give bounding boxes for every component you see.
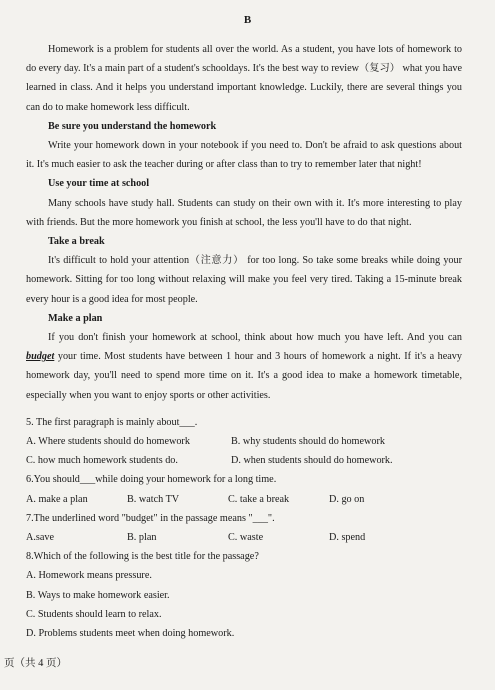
- question-5-options-row2: [26, 451, 462, 470]
- question-6-options: [26, 490, 462, 509]
- q8-option-a: A. Homework means pressure.: [26, 570, 152, 582]
- q5-option-d: D. when students should do homework.: [231, 455, 393, 467]
- q8-option-c: C. Students should learn to relax.: [26, 608, 162, 620]
- q6-option-a: A. make a plan: [26, 493, 88, 505]
- paragraph-5-end: your time. Most students have between 1 hour and 3 hours of homework a night. If it's a heavy homework day, you'll need to spend more time on it. It's a good idea to make a homework timetable, especially when you want to enjoy sports or other activities.: [26, 351, 462, 401]
- q6-option-c: C. take a break: [228, 493, 290, 505]
- q7-option-c: C. waste: [228, 532, 264, 544]
- question-8-stem: 8.Which of the following is the best title for the passage?: [26, 551, 259, 563]
- page-footer: 页（共 4 页）: [4, 658, 67, 669]
- q7-option-d: D. spend: [329, 532, 366, 544]
- heading-use-time: Use your time at school: [48, 178, 150, 190]
- q7-option-a: A.save: [26, 532, 55, 544]
- paragraph-2: Write your homework down in your notebook if you need to. Don't be afraid to ask questions about it. It's much easier to ask the teacher during or after class than to try to remember later that night!: [26, 140, 462, 171]
- q8-option-d: D. Problems students meet when doing homework.: [26, 628, 235, 640]
- heading-take-break: Take a break: [48, 236, 105, 248]
- passage-content: [26, 40, 462, 643]
- section-letter: B: [243, 14, 252, 26]
- paragraph-5-start: If you don't finish your homework at school, think about how much you have left. And you can: [48, 332, 462, 344]
- question-7-stem: 7.The underlined word "budget" in the passage means "___".: [26, 512, 275, 524]
- question-7-options: [26, 528, 462, 547]
- q6-option-d: D. go on: [329, 493, 365, 505]
- heading-make-plan: Make a plan: [48, 312, 103, 324]
- q5-option-c: C. how much homework students do.: [26, 455, 178, 467]
- q6-option-b: B. watch TV: [127, 493, 180, 505]
- question-5-stem: 5. The first paragraph is mainly about___.: [26, 416, 198, 428]
- question-5-options-row1: [26, 432, 462, 451]
- paragraph-4: It's difficult to hold your attention（注意力） for too long. So take some breaks while doing your homework. Sitting for too long without relaxing will make you feel very tired. Taking a 15-minute break every hour is a good idea for most people.: [26, 255, 462, 305]
- paragraph-5: [26, 328, 462, 405]
- q7-option-b: B. plan: [127, 532, 157, 544]
- heading-understand: Be sure you understand the homework: [48, 120, 217, 132]
- q8-option-b: B. Ways to make homework easier.: [26, 589, 170, 601]
- q5-option-b: B. why students should do homework: [231, 436, 385, 448]
- question-6-stem: 6.You should___while doing your homework for a long time.: [26, 474, 277, 486]
- q5-option-a: A. Where students should do homework: [26, 436, 190, 448]
- paragraph-1: Homework is a problem for students all over the world. As a student, you have lots of homework to do every day. It's a main part of a student's schooldays. It's the best way to review（复习） what you have learned in class. And it helps you understand important knowledge. Luckily, there are several things you can do to make homework less difficult.: [26, 44, 462, 113]
- underlined-word-budget: budget: [26, 351, 55, 363]
- paragraph-3: Many schools have study hall. Students can study on their own with it. It's more interesting to play with friends. But the more homework you finish at school, the less you'll have to do that night.: [26, 197, 462, 228]
